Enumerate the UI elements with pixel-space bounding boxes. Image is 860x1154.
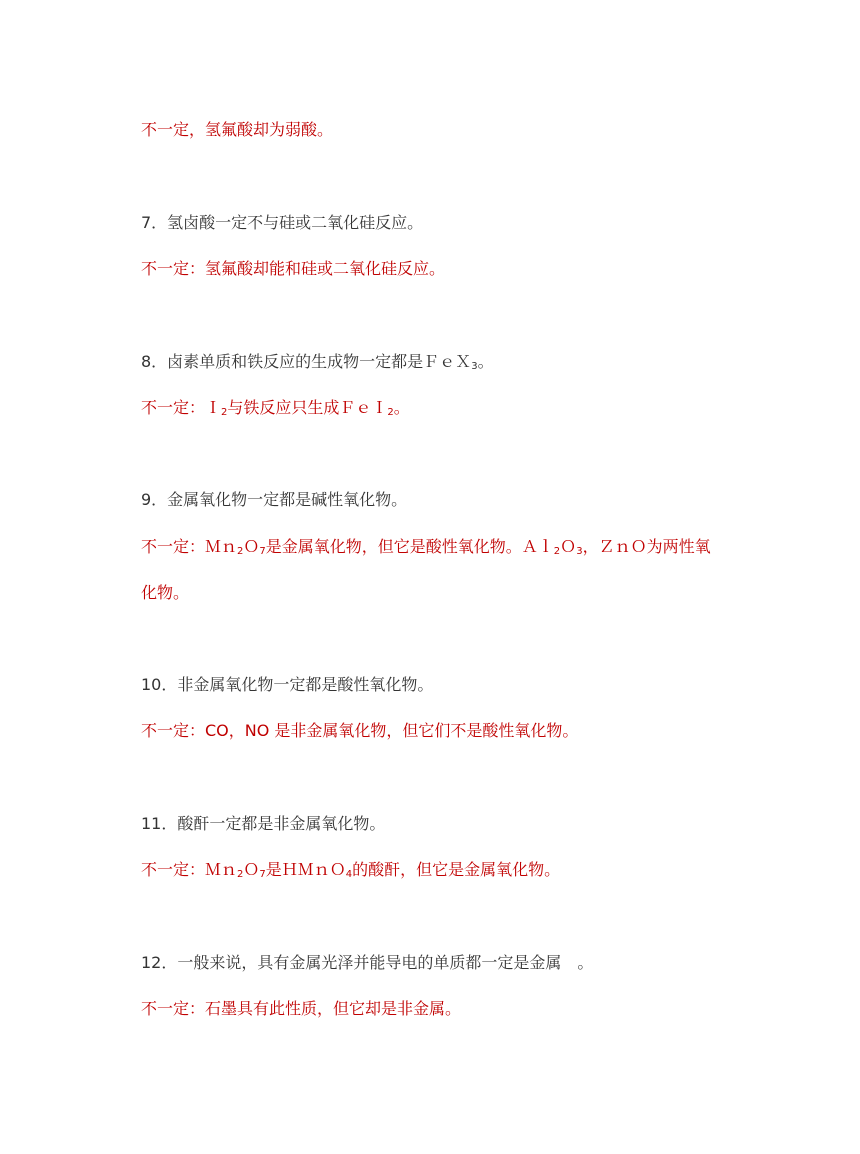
- answer-9-line-1: [141, 537, 711, 557]
- text-run: 与铁反应只生成ＦｅＩ: [227, 398, 388, 417]
- text-run: 不一定，氢氟酸却为弱酸。: [141, 120, 334, 139]
- text-run: 的酸酐，但它是金属氧化物。: [352, 860, 561, 879]
- item-8-question: [141, 352, 494, 372]
- text-run: 不一定：Ｉ: [141, 398, 222, 417]
- text-run: 是金属氧化物，但它是酸性氧化物。Ａｌ: [265, 537, 554, 556]
- text-run: 。: [393, 398, 410, 417]
- subscript: 2: [387, 407, 394, 418]
- text-run: ，ＺｎＯ为两性氧: [582, 537, 711, 556]
- item-9-question: [141, 490, 407, 510]
- subscript: 3: [576, 546, 583, 557]
- subscript: 7: [259, 546, 266, 557]
- item-12-question: [141, 953, 593, 973]
- text-run: 7．氢卤酸一定不与硅或二氧化硅反应。: [141, 213, 424, 232]
- subscript: 2: [553, 546, 561, 557]
- text-run: 9．金属氧化物一定都是碱性氧化物。: [141, 490, 408, 509]
- answer-6-line: [141, 120, 333, 140]
- answer-12-line: [141, 999, 461, 1019]
- text-run: 化物。: [141, 583, 190, 602]
- text-run: 。: [477, 352, 494, 371]
- text-run: 不一定：CO，NO 是非金属氧化物，但它们不是酸性氧化物。: [141, 721, 579, 740]
- text-run: 12．一般来说，具有金属光泽并能导电的单质都一定是金属 。: [141, 953, 594, 972]
- item-10-question: [141, 675, 433, 695]
- text-run: 不一定：Ｍｎ: [141, 537, 238, 556]
- subscript: 3: [471, 361, 478, 372]
- answer-7-line: [141, 259, 445, 279]
- item-7-question: [141, 213, 423, 233]
- subscript: 2: [237, 869, 244, 880]
- text-run: 8．卤素单质和铁反应的生成物一定都是ＦｅＸ: [141, 352, 472, 371]
- text-run: 不一定：氢氟酸却能和硅或二氧化硅反应。: [141, 259, 446, 278]
- answer-10-line: [141, 721, 578, 741]
- text-run: 不一定：Ｍｎ: [141, 860, 238, 879]
- text-run: 不一定：石墨具有此性质，但它却是非金属。: [141, 999, 462, 1018]
- subscript: 7: [259, 869, 266, 880]
- subscript: 2: [221, 407, 228, 418]
- text-run: Ｏ: [243, 860, 260, 879]
- answer-11-line: [141, 860, 560, 880]
- text-run: 10．非金属氧化物一定都是酸性氧化物。: [141, 675, 434, 694]
- answer-8-line: [141, 398, 410, 418]
- text-run: 11．酸酐一定都是非金属氧化物。: [141, 814, 386, 833]
- text-run: 是ＨＭｎＯ: [265, 860, 346, 879]
- subscript: 4: [345, 869, 353, 880]
- subscript: 2: [237, 546, 244, 557]
- text-run: Ｏ: [560, 537, 577, 556]
- answer-9-line-2: [141, 583, 189, 603]
- text-run: Ｏ: [243, 537, 260, 556]
- item-11-question: [141, 814, 385, 834]
